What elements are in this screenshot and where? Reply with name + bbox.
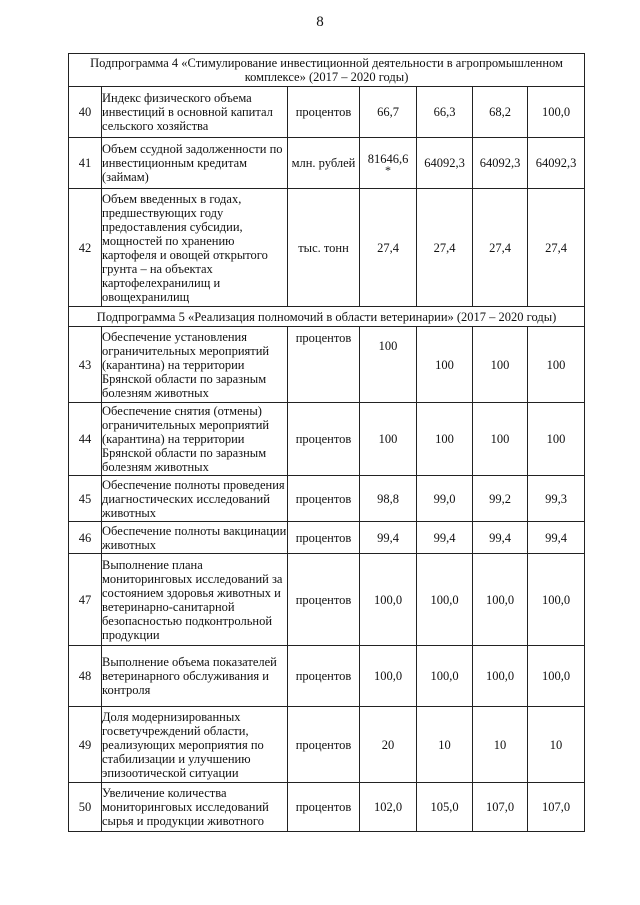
unit-cell: процентов [288, 646, 360, 707]
value-cell [360, 138, 417, 189]
table-row [69, 403, 585, 476]
indicator-name: Обеспечение установления ограничительных мероприятий (карантина) на территории Брянской области по заразным болезням животных [102, 327, 288, 403]
value-cell: 100,0 [360, 554, 417, 646]
table-row [69, 476, 585, 522]
indicators-table [68, 53, 585, 832]
indicator-name: Объем введенных в годах, предшествующих году предоставления субсидии, мощностей по хранению картофеля и овощей открытого грунта – на объектах картофелехранилищ и овощехранилищ [102, 189, 288, 307]
value-cell: 99,2 [473, 476, 528, 522]
value-cell: 100 [528, 403, 585, 476]
row-number: 40 [69, 87, 102, 138]
section-title: Подпрограмма 4 «Стимулирование инвестиционной деятельности в агропромышленном комплексе» (2017 – 2020 годы) [69, 54, 585, 87]
value-cell: 64092,3 [417, 138, 473, 189]
value-text: 81646,6 [367, 152, 409, 166]
footnote-asterisk: * [385, 163, 391, 177]
section-header-row [69, 307, 585, 327]
value-cell: 99,0 [417, 476, 473, 522]
indicator-name: Выполнение объема показателей ветеринарного обслуживания и контроля [102, 646, 288, 707]
row-number: 44 [69, 403, 102, 476]
section-title: Подпрограмма 5 «Реализация полномочий в области ветеринарии» (2017 – 2020 годы) [69, 307, 585, 327]
value-cell: 20 [360, 707, 417, 783]
row-number: 42 [69, 189, 102, 307]
indicator-name: Доля модернизированных госветучреждений области, реализующих мероприятия по стабилизации и улучшению эпизоотической ситуации [102, 707, 288, 783]
section-header-row [69, 54, 585, 87]
table-row [69, 138, 585, 189]
value-cell: 100,0 [360, 646, 417, 707]
unit-cell: процентов [288, 327, 360, 403]
value-cell: 100,0 [528, 646, 585, 707]
row-number: 49 [69, 707, 102, 783]
value-cell: 27,4 [417, 189, 473, 307]
indicator-name: Обеспечение полноты вакцинации животных [102, 523, 287, 552]
value-cell: 100 [360, 327, 417, 403]
table-row [69, 707, 585, 783]
value-cell: 10 [417, 707, 473, 783]
page-number: 8 [316, 14, 324, 30]
value-cell: 100 [473, 327, 528, 403]
table-row [69, 327, 585, 403]
value-cell: 64092,3 [473, 138, 528, 189]
value-cell: 99,4 [528, 522, 585, 554]
value-cell: 100 [417, 327, 473, 403]
unit-cell: млн. рублей [288, 138, 360, 189]
value-cell: 27,4 [360, 189, 417, 307]
unit-cell: тыс. тонн [288, 189, 360, 307]
row-number: 45 [69, 476, 102, 522]
value-cell: 100 [360, 403, 417, 476]
unit-cell: процентов [288, 476, 360, 522]
value-cell: 10 [528, 707, 585, 783]
value-cell: 100,0 [528, 87, 585, 138]
value-cell: 107,0 [528, 783, 585, 832]
table-row [69, 783, 585, 832]
value-cell: 100,0 [417, 646, 473, 707]
table-row [69, 189, 585, 307]
row-number: 41 [69, 138, 102, 189]
indicator-name: Обеспечение снятия (отмены) ограничительных мероприятий (карантина) на территории Брянской области по заразным болезням животных [102, 403, 288, 476]
value-cell: 107,0 [473, 783, 528, 832]
value-cell: 27,4 [473, 189, 528, 307]
value-cell: 27,4 [528, 189, 585, 307]
value-cell: 102,0 [360, 783, 417, 832]
value-cell: 100,0 [473, 554, 528, 646]
indicator-name: Объем ссудной задолженности по инвестиционным кредитам (займам) [102, 138, 288, 189]
row-number: 48 [69, 646, 102, 707]
unit-cell: процентов [288, 87, 360, 138]
value-cell: 100,0 [473, 646, 528, 707]
value-cell: 98,8 [360, 476, 417, 522]
row-number: 47 [69, 554, 102, 646]
indicator-name: Увеличение количества мониторинговых исследований сырья и продукции животного [102, 783, 288, 832]
unit-cell: процентов [288, 522, 360, 554]
unit-cell: процентов [288, 707, 360, 783]
row-number: 43 [69, 327, 102, 403]
value-cell: 100 [417, 403, 473, 476]
value-cell: 66,7 [360, 87, 417, 138]
value-cell: 68,2 [473, 87, 528, 138]
value-cell: 99,4 [360, 522, 417, 554]
value-cell: 105,0 [417, 783, 473, 832]
indicator-name: Выполнение плана мониторинговых исследований за состоянием здоровья животных и ветеринарно-санитарной безопасностью подконтрольной продукции [102, 554, 288, 646]
value-cell: 100 [528, 327, 585, 403]
value-cell: 100 [473, 403, 528, 476]
value-cell: 66,3 [417, 87, 473, 138]
value-cell: 99,4 [417, 522, 473, 554]
value-cell: 99,3 [528, 476, 585, 522]
value-cell: 100,0 [417, 554, 473, 646]
indicator-name: Обеспечение полноты проведения диагностических исследований животных [102, 476, 288, 522]
table-row [69, 646, 585, 707]
row-number: 46 [69, 522, 102, 554]
indicator-name: Индекс физического объема инвестиций в основной капитал сельского хозяйства [102, 87, 288, 138]
value-cell: 99,4 [473, 522, 528, 554]
unit-cell: процентов [288, 403, 360, 476]
table-row [69, 554, 585, 646]
value-cell: 64092,3 [528, 138, 585, 189]
value-cell: 10 [473, 707, 528, 783]
value-cell: 100,0 [528, 554, 585, 646]
table-row [69, 87, 585, 138]
table-row [69, 522, 585, 554]
unit-cell: процентов [288, 783, 360, 832]
unit-cell: процентов [288, 554, 360, 646]
row-number: 50 [69, 783, 102, 832]
